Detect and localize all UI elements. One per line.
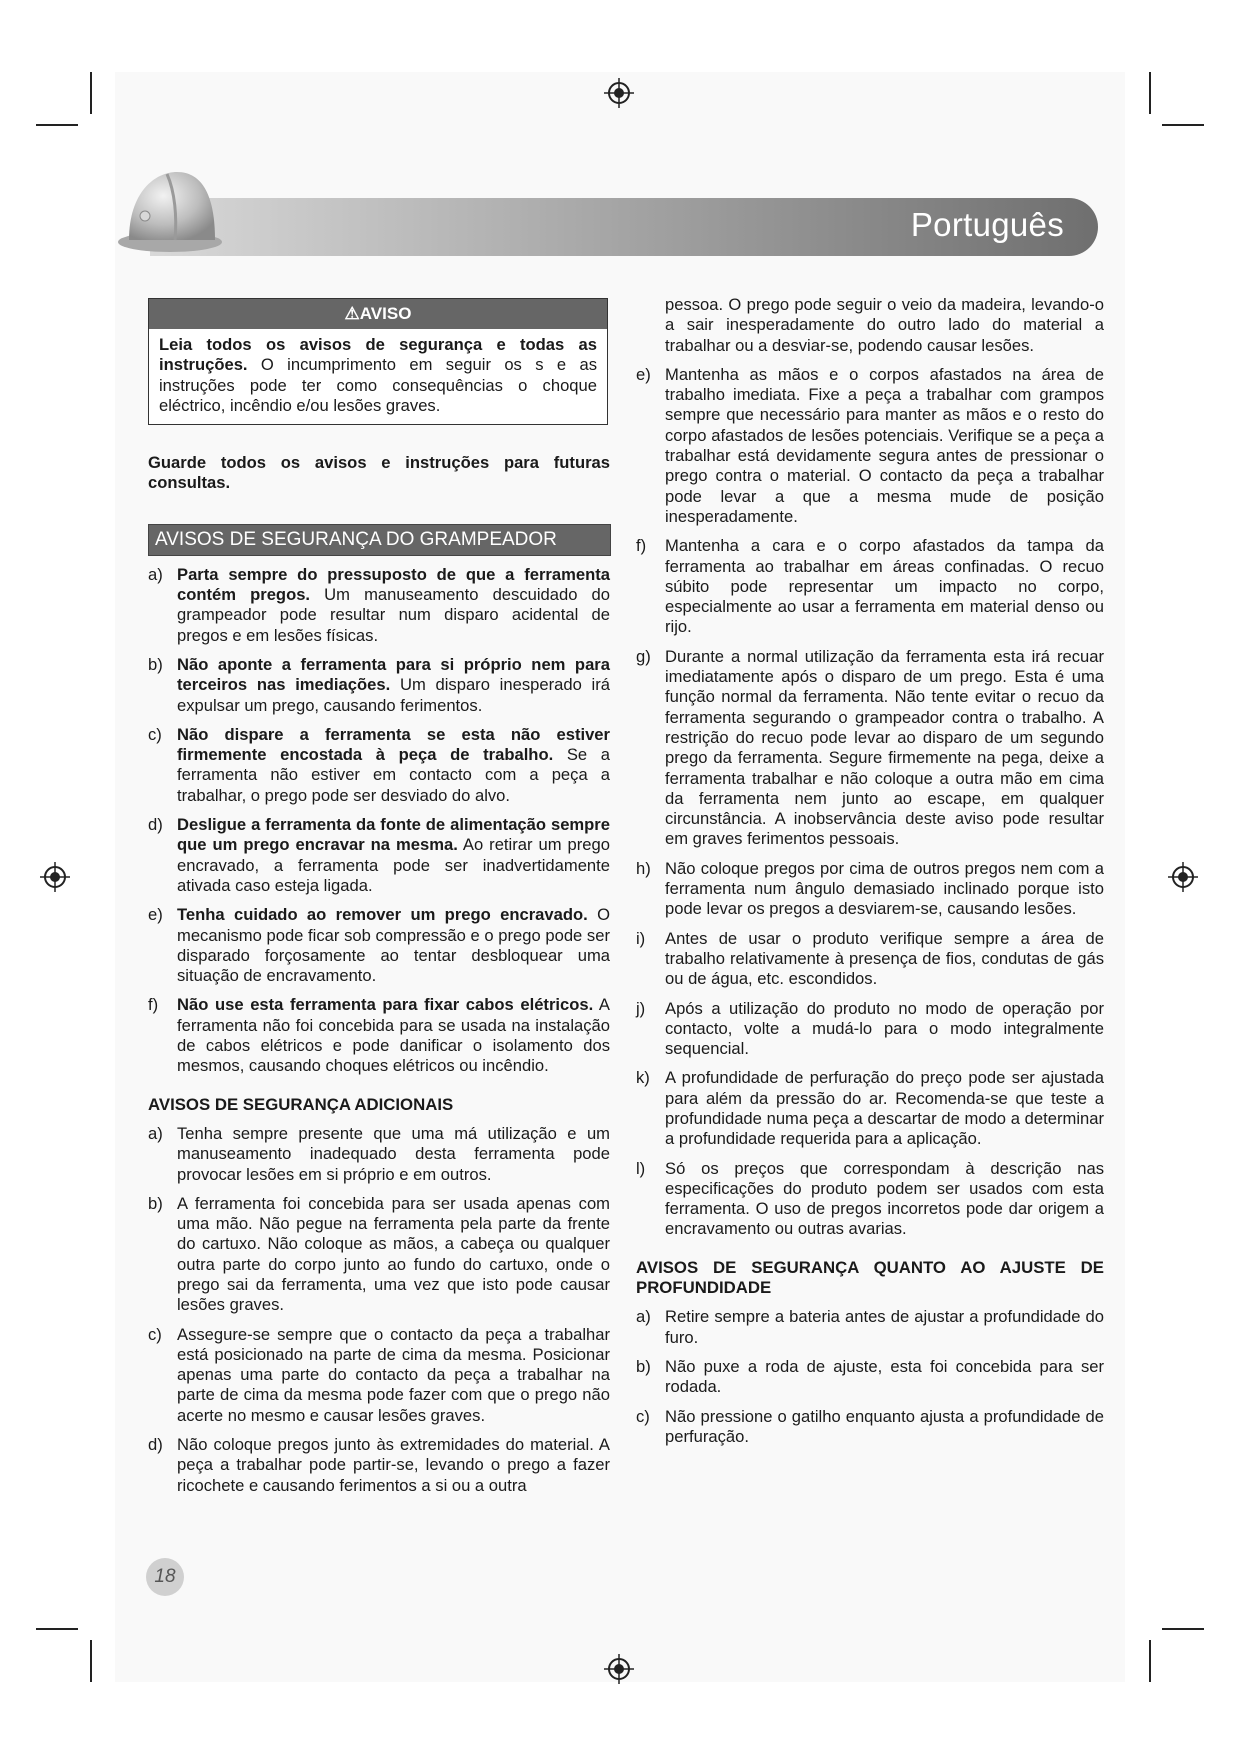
keep-instructions-note: Guarde todos os avisos e instruções para futuras consultas. <box>148 453 610 493</box>
registration-mark-icon <box>40 862 70 892</box>
section-title-additional: AVISOS DE SEGURANÇA ADICIONAIS <box>148 1094 454 1114</box>
warning-triangle-icon: ⚠ <box>344 304 360 323</box>
list-item: d) Desligue a ferramenta da fonte de alimentação sempre que um prego encravar na mesma. Ao retirar um prego encravado, a ferramenta pode ser inadvertidamente ativada caso esteja ligada. <box>148 815 610 895</box>
registration-mark-icon <box>604 1654 634 1684</box>
list-item: i) Antes de usar o produto verifique sempre a área de trabalho relativamente à presença de fios, condutas de gás ou de água, etc. escondidos. <box>636 928 1104 989</box>
list-item: c) Não dispare a ferramenta se esta não estiver firmemente encostada à peça de trabalho. Se a ferramenta não estiver em contacto com a peça a trabalhar, o prego pode ser desviado do alvo. <box>148 724 610 805</box>
list-item: e) Mantenha as mãos e o corpos afastados na área de trabalho imediata. Fixe a peça a trabalhar com grampos sempre que necessário para manter as mãos e o resto do corpo afastados de lesões potenciais. Verifique se a peça a trabalhar está devidamente segura antes de pressionar o prego contra o material. O contacto da peça a trabalhar pode levar a que a mesma mude de posição inesperadamente. <box>636 364 1104 526</box>
warning-title: AVISO <box>359 304 412 323</box>
list-item: g) Durante a normal utilização da ferramenta esta irá recuar imediatamente após o disparo de um prego. Esta é uma função normal da ferramenta. Não tente evitar o recuo da ferramenta segurando o grampeador contra o trabalho. A restrição do recuo pode levar ao disparo de um segundo prego da ferramenta. Segure firmemente na pega, deixe a ferramenta trabalhar e não coloque a outra mão em cima da ferramenta nem junto ao escape, em qualquer circunstância. A inobservância deste aviso pode resultar em graves ferimentos pessoais. <box>636 646 1104 849</box>
stapler-warnings-list <box>148 565 610 1077</box>
list-item: b) Não aponte a ferramenta para si próprio nem para terceiros nas imediações. Um disparo inesperado irá expulsar um prego, causando ferimentos. <box>148 654 610 715</box>
crop-mark <box>36 1628 78 1630</box>
crop-mark <box>90 1640 92 1682</box>
safety-helmet-icon <box>115 162 225 262</box>
list-item: d) Não coloque pregos junto às extremidades do material. A peça a trabalhar pode partir-se, levando o prego a fazer ricochete e causando ferimentos a si ou a outra <box>148 1435 610 1495</box>
list-item: c) Não pressione o gatilho enquanto ajusta a profundidade de perfuração. <box>636 1406 1104 1446</box>
list-item: b) A ferramenta foi concebida para ser usada apenas com uma mão. Não pegue na ferramenta pela parte da frente do cartuxo. Não coloque as mãos, a cabeça ou qualquer outra parte do corpo junto ao fundo do cartuxo, onde o prego sai da ferramenta, uma vez que isto pode causar lesões graves. <box>148 1193 610 1315</box>
page-number: 18 <box>146 1558 184 1596</box>
additional-warnings-list <box>148 1124 610 1496</box>
warning-box <box>148 298 608 425</box>
section-title-depth: AVISOS DE SEGURANÇA QUANTO AO AJUSTE DE PROFUNDIDADE <box>636 1257 1104 1298</box>
list-item: f) Não use esta ferramenta para fixar cabos elétricos. A ferramenta não foi concebida para se usada na instalação de cabos elétricos e pode danificar o isolamento dos mesmos, causando choques elétricos ou incêndio. <box>148 995 610 1076</box>
language-title: Português <box>910 206 1064 243</box>
list-item: j) Após a utilização do produto no modo de operação por contacto, volte a mudá-lo para o modo integralmente sequencial. <box>636 998 1104 1059</box>
crop-mark <box>1162 124 1204 126</box>
list-item: k) A profundidade de perfuração do preço pode ser ajustada para além da pressão do ar. Recomenda-se que teste a profundidade numa peça a descartar de modo a determinar a profundidade requerida para a aplicação. <box>636 1068 1104 1149</box>
list-item: a) Retire sempre a bateria antes de ajustar a profundidade do furo. <box>636 1307 1104 1347</box>
list-item: a) Parta sempre do pressuposto de que a ferramenta contém pregos. Um manuseamento descuidado do grampeador pode resultar num disparo acidental de pregos e em lesões físicas. <box>148 564 611 645</box>
right-warnings-list <box>636 365 1104 1240</box>
crop-mark <box>1149 1640 1151 1682</box>
depth-warnings-list <box>636 1307 1104 1447</box>
list-item: a) Tenha sempre presente que uma má utilização e um manuseamento inadequado desta ferramenta pode provocar lesões em si próprio e em outros. <box>148 1123 610 1184</box>
registration-mark-icon <box>1168 862 1198 892</box>
continuation-text: pessoa. O prego pode seguir o veio da madeira, levando-o a sair inesperadamente do outro lado do material a trabalhar ou a desviar-se, podendo causar lesões. <box>665 295 1104 355</box>
list-item: h) Não coloque pregos por cima de outros pregos nem com a ferramenta num ângulo demasiado inclinado porque isto pode levar os pregos a desviarem-se, causando lesões. <box>636 858 1104 919</box>
warning-box-body <box>149 329 607 424</box>
list-item: f) Mantenha a cara e o corpo afastados da tampa da ferramenta ao trabalhar em áreas confinadas. O recuo súbito pode representar um impacto no corpo, especialmente ao usar a ferramenta em material denso ou rijo. <box>636 536 1104 637</box>
warning-lead: Leia todos os avisos de segurança e todas as instruções. <box>159 335 597 375</box>
list-item: c) Assegure-se sempre que o contacto da peça a trabalhar está posicionado na parte de cima da mesma. Posicionar apenas uma parte do contacto da peça a trabalhar na parte de cima da mesma pode fazer com que o prego não acerte no mesmo e causar lesões graves. <box>148 1324 610 1425</box>
registration-mark-icon <box>604 78 634 108</box>
crop-mark <box>90 72 92 114</box>
right-column <box>636 295 1104 1447</box>
crop-mark <box>1149 72 1151 114</box>
warning-box-header <box>149 299 607 329</box>
list-item: e) Tenha cuidado ao remover um prego encravado. O mecanismo pode ficar sob compressão e o prego pode ser disparado forçosamente ao tentar desbloquear uma situação de encravamento. <box>148 905 610 986</box>
left-column <box>148 298 610 1496</box>
section-title-stapler: AVISOS DE SEGURANÇA DO GRAMPEADOR <box>148 524 611 556</box>
crop-mark <box>36 124 78 126</box>
list-item: b) Não puxe a roda de ajuste, esta foi concebida para ser rodada. <box>636 1356 1104 1397</box>
warning-text: O incumprimento em seguir os s e as instruções pode ter como consequências o choque eléctrico, incêndio e/ou lesões graves. <box>159 355 597 415</box>
list-item: l) Só os preços que correspondam à descrição nas especificações do produto podem ser usados com esta ferramenta. O uso de pregos incorretos pode dar origem a encravamento ou outras avarias. <box>636 1158 1104 1239</box>
crop-mark <box>1162 1628 1204 1630</box>
language-header-band <box>150 198 1098 256</box>
